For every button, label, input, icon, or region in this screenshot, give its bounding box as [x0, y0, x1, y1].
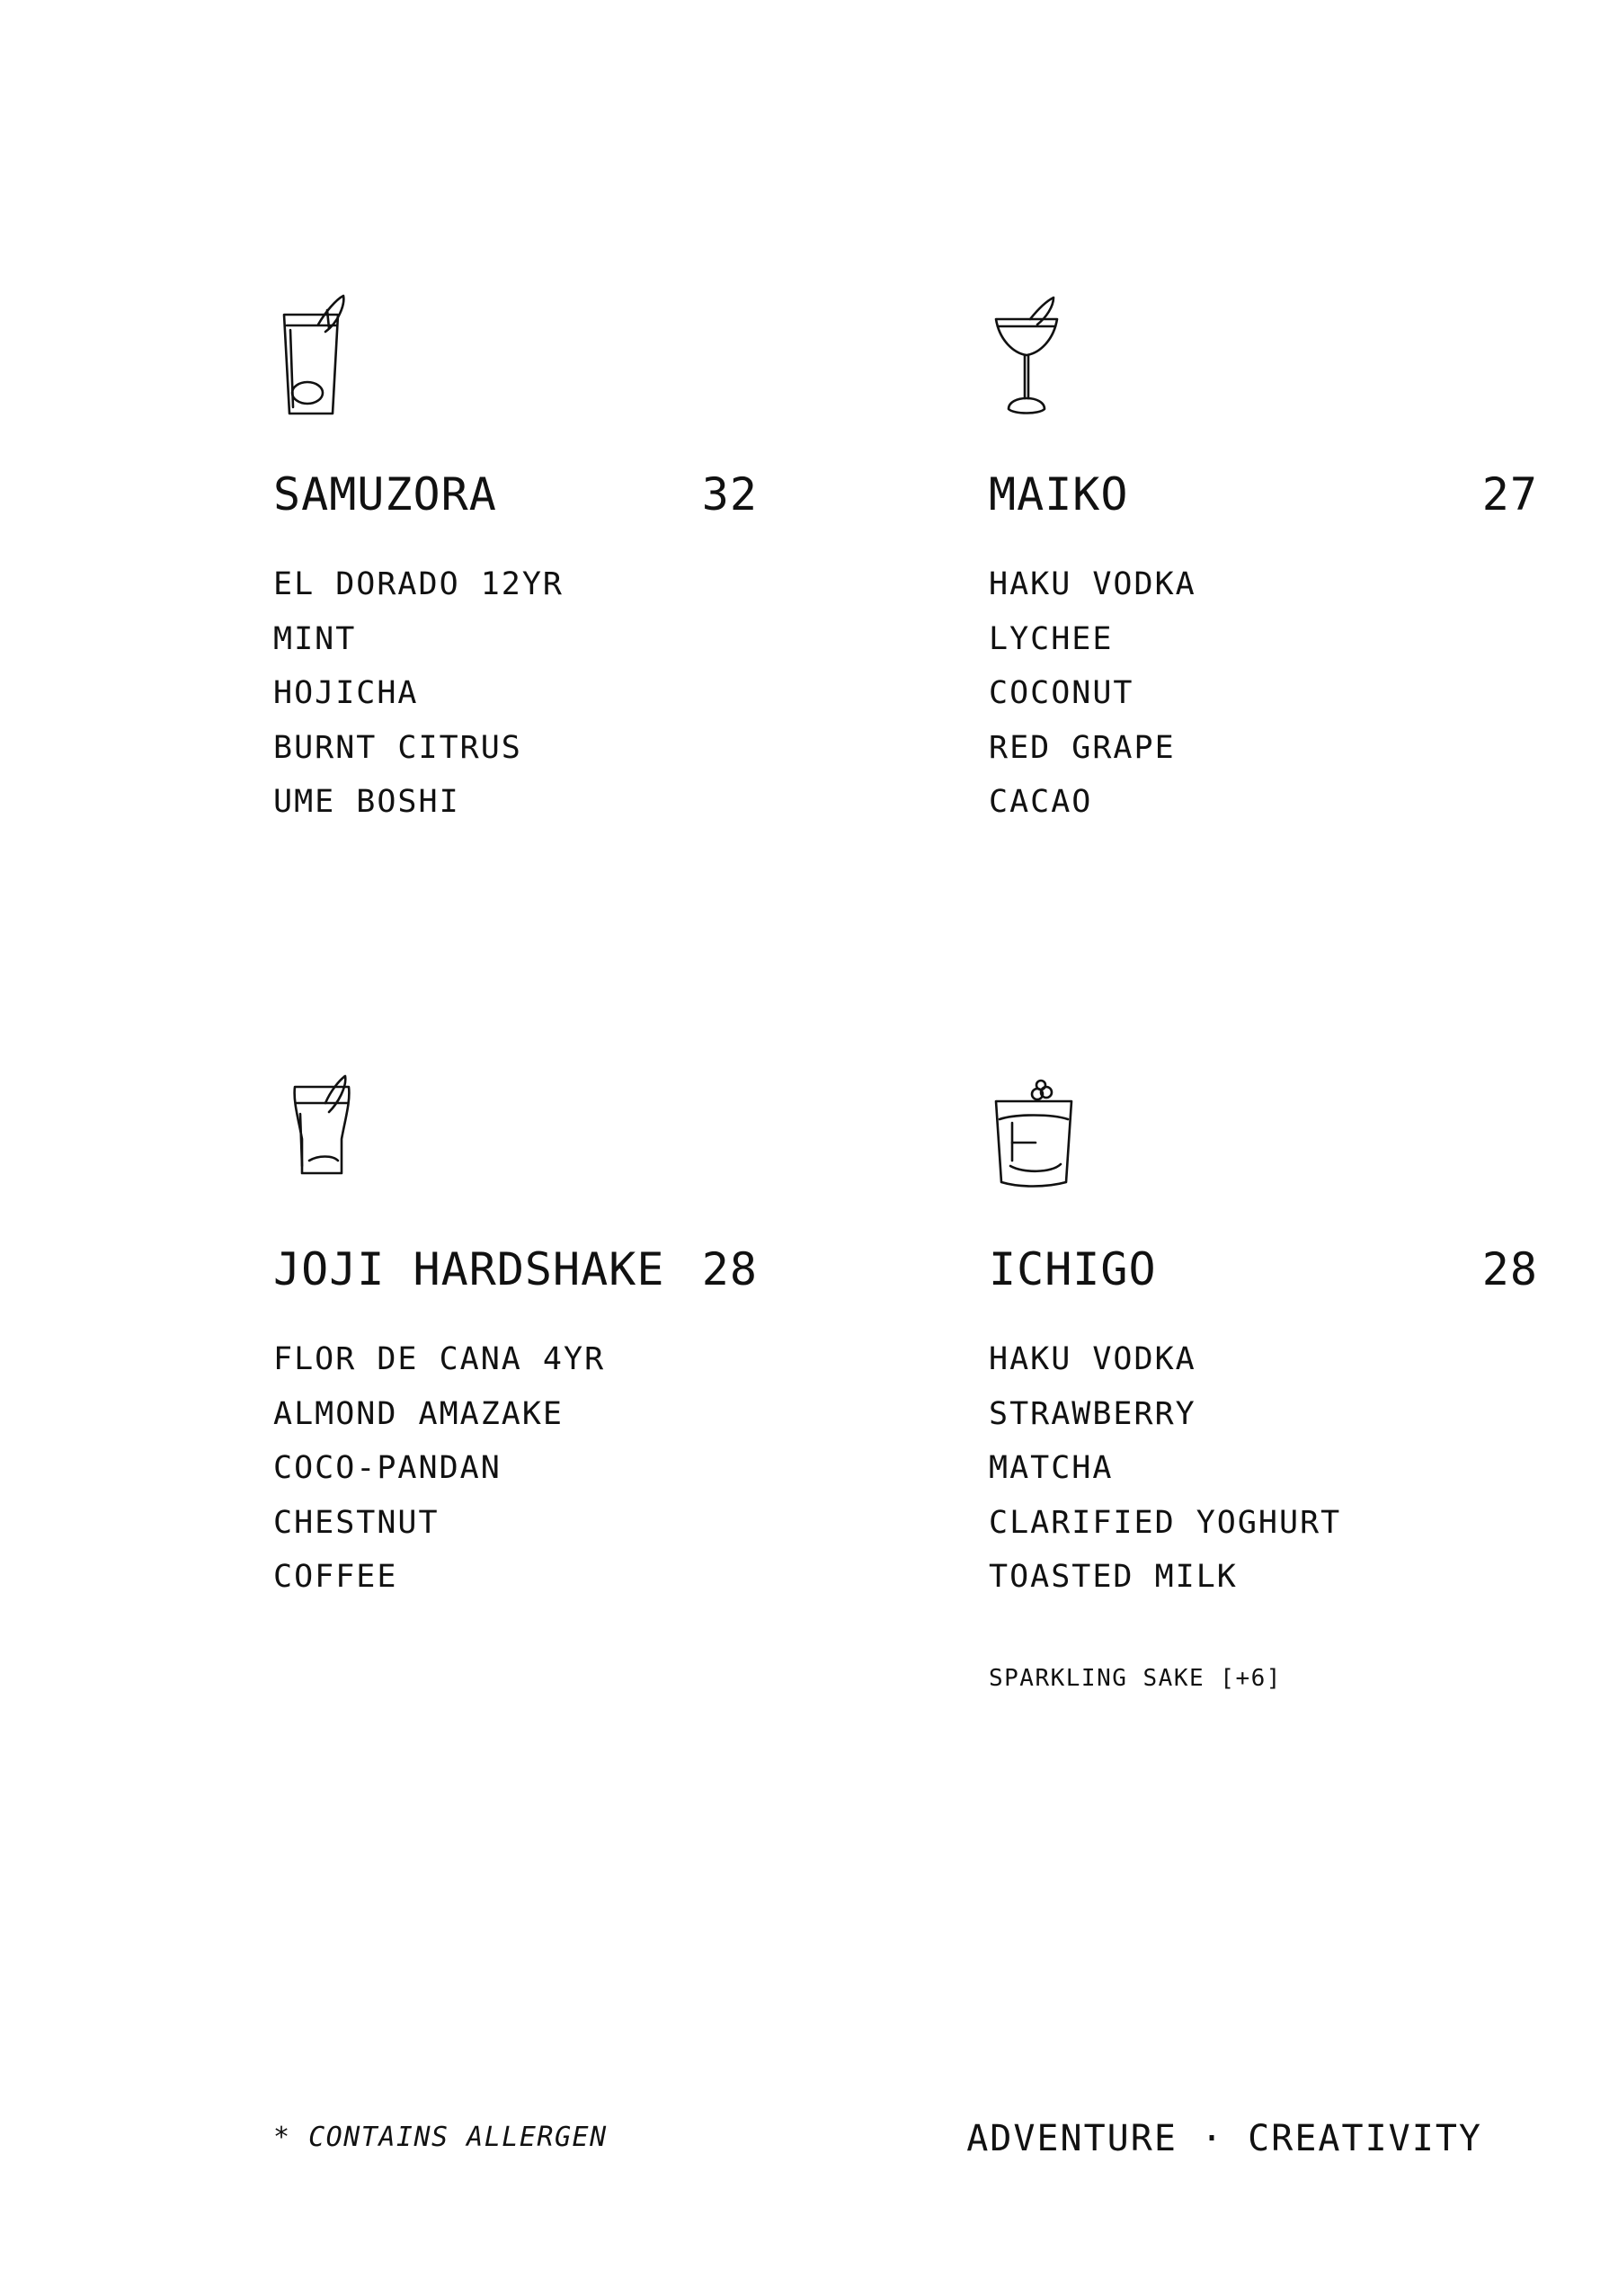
ingredient-item: HOJICHA — [273, 675, 419, 711]
ingredient-item: COCO-PANDAN — [273, 1450, 502, 1486]
ingredient-item: CHESTNUT — [273, 1504, 440, 1541]
ingredient-item: UME BOSHI — [273, 784, 460, 820]
drink-title-row — [273, 1238, 777, 1301]
drink-name: JOJI HARDSHAKE — [273, 1243, 665, 1295]
allergen-note: * CONTAINS ALLERGEN — [273, 2122, 608, 2153]
drink-title-row — [989, 1238, 1538, 1301]
tumbler-glass-icon — [273, 1067, 381, 1202]
menu-item-maiko — [989, 292, 1538, 820]
drink-title-row — [273, 463, 777, 526]
ingredient-item: COCONUT — [989, 675, 1134, 711]
ingredient-item: BURNT CITRUS — [273, 729, 522, 766]
highball-glass-icon — [273, 292, 381, 427]
ingredient-item: LYCHEE — [989, 620, 1114, 657]
ingredient-item: CLARIFIED YOGHURT — [989, 1504, 1342, 1541]
ingredient-list — [273, 557, 564, 830]
menu-item-samuzora — [273, 292, 777, 820]
ingredient-item: MINT — [273, 620, 357, 657]
menu-item-ichigo — [989, 1067, 1538, 1692]
drink-price: 28 — [701, 1243, 758, 1295]
drink-name: MAIKO — [989, 468, 1129, 521]
add-on-note: SPARKLING SAKE [+6] — [989, 1665, 1282, 1692]
ingredient-list — [989, 1332, 1341, 1605]
drink-name: SAMUZORA — [273, 468, 497, 521]
drink-price: 27 — [1481, 468, 1538, 521]
ingredient-item: RED GRAPE — [989, 729, 1176, 766]
ingredient-item: EL DORADO 12YR — [273, 566, 565, 602]
ingredient-item: ALMOND AMAZAKE — [273, 1395, 565, 1432]
tagline: ADVENTURE · CREATIVITY — [966, 2118, 1482, 2159]
drink-title-row — [989, 463, 1538, 526]
ingredient-list — [273, 1332, 605, 1605]
ingredient-item: TOASTED MILK — [989, 1559, 1238, 1595]
drink-price: 28 — [1481, 1243, 1538, 1295]
menu-item-joji-hardshake — [273, 1067, 777, 1595]
ingredient-item: STRAWBERRY — [989, 1395, 1196, 1432]
drink-name: ICHIGO — [989, 1243, 1157, 1295]
coupe-glass-icon — [989, 292, 1097, 427]
ingredient-item: FLOR DE CANA 4YR — [273, 1341, 606, 1377]
ingredient-item: HAKU VODKA — [989, 1341, 1196, 1377]
ingredient-list — [989, 557, 1196, 830]
ingredient-item: COFFEE — [273, 1559, 398, 1595]
rocks-glass-icon — [989, 1067, 1097, 1202]
drink-price: 32 — [701, 468, 758, 521]
ingredient-item: HAKU VODKA — [989, 566, 1196, 602]
ingredient-item: CACAO — [989, 784, 1093, 820]
ingredient-item: MATCHA — [989, 1450, 1114, 1486]
